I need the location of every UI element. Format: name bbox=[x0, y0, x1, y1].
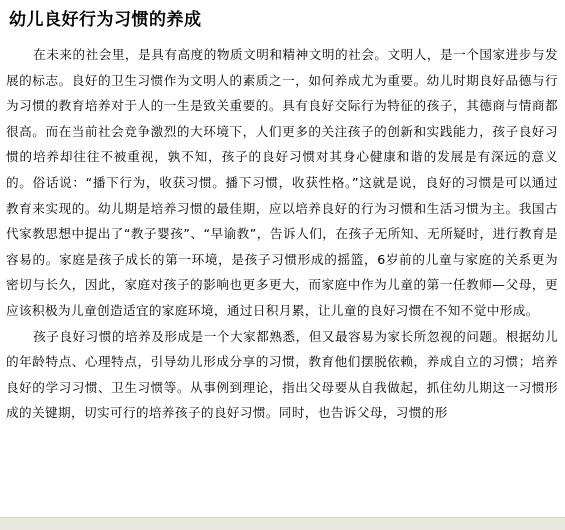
window-bottom-edge bbox=[0, 517, 565, 530]
article-title: 幼儿良好行为习惯的养成 bbox=[9, 10, 202, 30]
article-body bbox=[6, 42, 558, 426]
article-paragraph-2: 孩子良好习惯的培养及形成是一个大家都熟悉，但又最容易为家长所忽视的问题。根据幼儿的年龄特点、心理特点，引导幼儿形成分享的习惯，教育他们摆脱依赖，养成自立的习惯；培养良好的学习习惯、卫生习惯等。从事例到理论，指出父母要从自我做起，抓住幼儿期这一习惯形成的关键期，切实可行的培养孩子的良好习惯。同时，也告诉父母，习惯的形 bbox=[6, 328, 558, 421]
article-paragraph-1: 在未来的社会里，是具有高度的物质文明和精神文明的社会。文明人，是一个国家进步与发展的标志。良好的卫生习惯作为文明人的素质之一，如何养成尤为重要。幼儿时期良好品德与行为习惯的教育培养对于人的一生是致关重要的。具有良好交际行为特征的孩子，其德商与情商都很高。而在当前社会竞争激烈的大环境下，人们更多的关注孩子的创新和实践能力，孩子良好习惯的培养却往往不被重视，孰不知，孩子的良好习惯对其身心健康和谐的发展是有深远的意义的。俗话说：“播下行为，收获习惯。播下习惯，收获性格。”这就是说，良好的习惯是可以通过教育来实现的。幼儿期是培养习惯的最佳期，应以培养良好的行为习惯和生活习惯为主。我国古代家教思想中提出了“教子婴孩”、“早谕教”，告诉人们，在孩子无所知、无所疑时，进行教育是容易的。家庭是孩子成长的第一环境，是孩子习惯形成的摇篮，6岁前的儿童与家庭的关系更为密切与长久，因此，家庭对孩子的影响也更多更大，而家庭中作为儿童的第一任教师—父母，更应该积极为儿童创造适宜的家庭环境，通过日积月累，让儿童的良好习惯在不知不觉中形成。 bbox=[6, 47, 558, 318]
